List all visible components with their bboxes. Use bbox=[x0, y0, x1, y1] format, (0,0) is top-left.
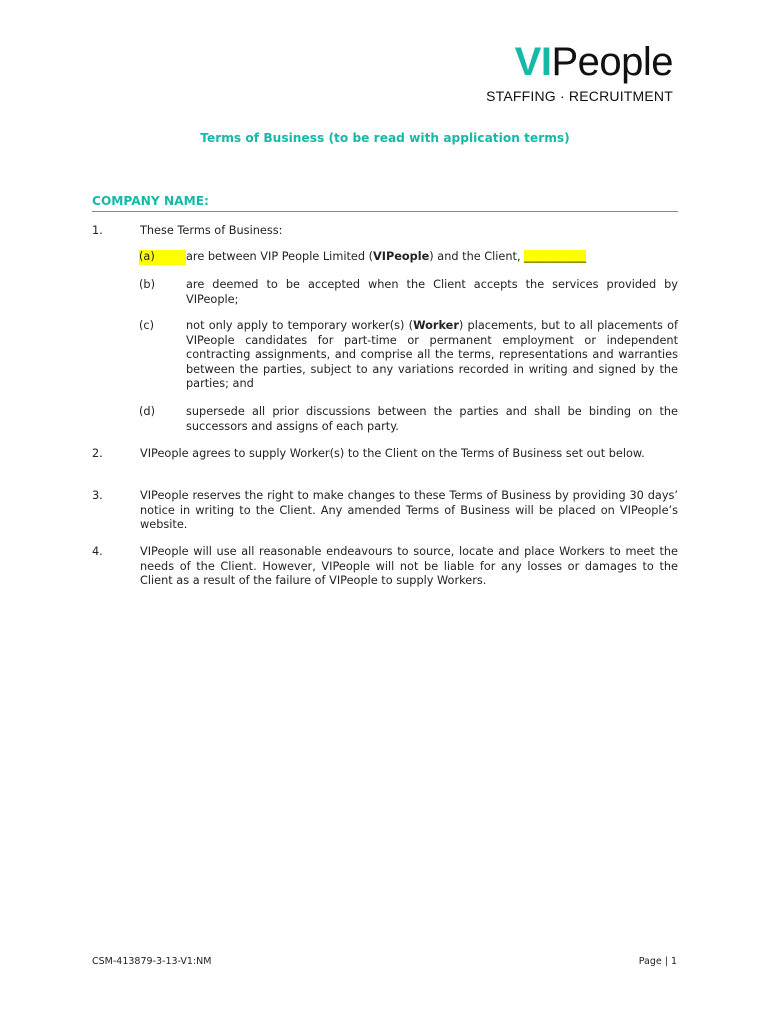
subclause-text-after: ) placements, but to all placements of VIPeople candidates for part-time or permanent employment or independent contracting assignments, and comprise all the terms, representations and warranties between the parties, subject to any variations recorded in writing and signed by the parties; and bbox=[186, 319, 678, 391]
defined-term: VIPeople bbox=[373, 250, 430, 263]
company-logo bbox=[486, 40, 673, 104]
page-number: Page | 1 bbox=[638, 956, 677, 967]
subclause-text: supersede all prior discussions between the parties and shall be binding on the successors and assigns of each party. bbox=[186, 405, 678, 433]
clause-2 bbox=[92, 447, 678, 462]
document-title: Terms of Business (to be read with application terms) bbox=[200, 131, 570, 145]
subclause-letter: (a) bbox=[139, 250, 186, 265]
clause-text: VIPeople agrees to supply Worker(s) to the Client on the Terms of Business set out below. bbox=[140, 447, 645, 460]
client-name-blank[interactable]: ___________ bbox=[524, 250, 587, 263]
clause-3 bbox=[92, 489, 678, 533]
clause-number: 3. bbox=[92, 489, 103, 502]
subclause-a bbox=[139, 250, 678, 265]
clause-4 bbox=[92, 545, 678, 589]
logo-tagline: STAFFING · RECRUITMENT bbox=[486, 88, 673, 104]
logo-wordmark bbox=[486, 40, 673, 84]
subclause-d bbox=[139, 405, 678, 434]
subclause-letter: (d) bbox=[139, 405, 155, 418]
clause-number: 1. bbox=[92, 224, 103, 237]
logo-prefix: VI bbox=[514, 40, 552, 84]
company-name-label: COMPANY NAME: bbox=[92, 194, 678, 212]
clause-number: 2. bbox=[92, 447, 103, 460]
subclause-b bbox=[139, 278, 678, 307]
clause-text: These Terms of Business: bbox=[140, 224, 283, 237]
clause-1 bbox=[92, 224, 678, 239]
subclause-text bbox=[186, 250, 678, 265]
document-reference: CSM-413879-3-13-V1:NM bbox=[92, 956, 212, 967]
subclause-c bbox=[139, 319, 678, 392]
clause-text: VIPeople will use all reasonable endeavours to source, locate and place Workers to meet the needs of the Client. However, VIPeople will not be liable for any losses or damages to the Client as a result of the failure of VIPeople to supply Workers. bbox=[140, 545, 678, 588]
logo-suffix: People bbox=[551, 40, 673, 84]
subclause-letter: (b) bbox=[139, 278, 155, 291]
defined-term: Worker bbox=[413, 319, 459, 332]
clause-number: 4. bbox=[92, 545, 103, 558]
subclause-text: are deemed to be accepted when the Client accepts the services provided by VIPeople; bbox=[186, 278, 678, 306]
subclause-text bbox=[186, 319, 678, 392]
subclause-text-after: ) and the Client, bbox=[429, 250, 525, 263]
subclause-text-before: are between VIP People Limited ( bbox=[186, 250, 374, 263]
subclause-text-before: not only apply to temporary worker(s) ( bbox=[186, 319, 414, 332]
subclause-letter: (c) bbox=[139, 319, 155, 332]
clause-text: VIPeople reserves the right to make changes to these Terms of Business by providing 30 days’ notice in writing to the Client. Any amended Terms of Business will be placed on VIPeople’s website. bbox=[140, 489, 678, 532]
